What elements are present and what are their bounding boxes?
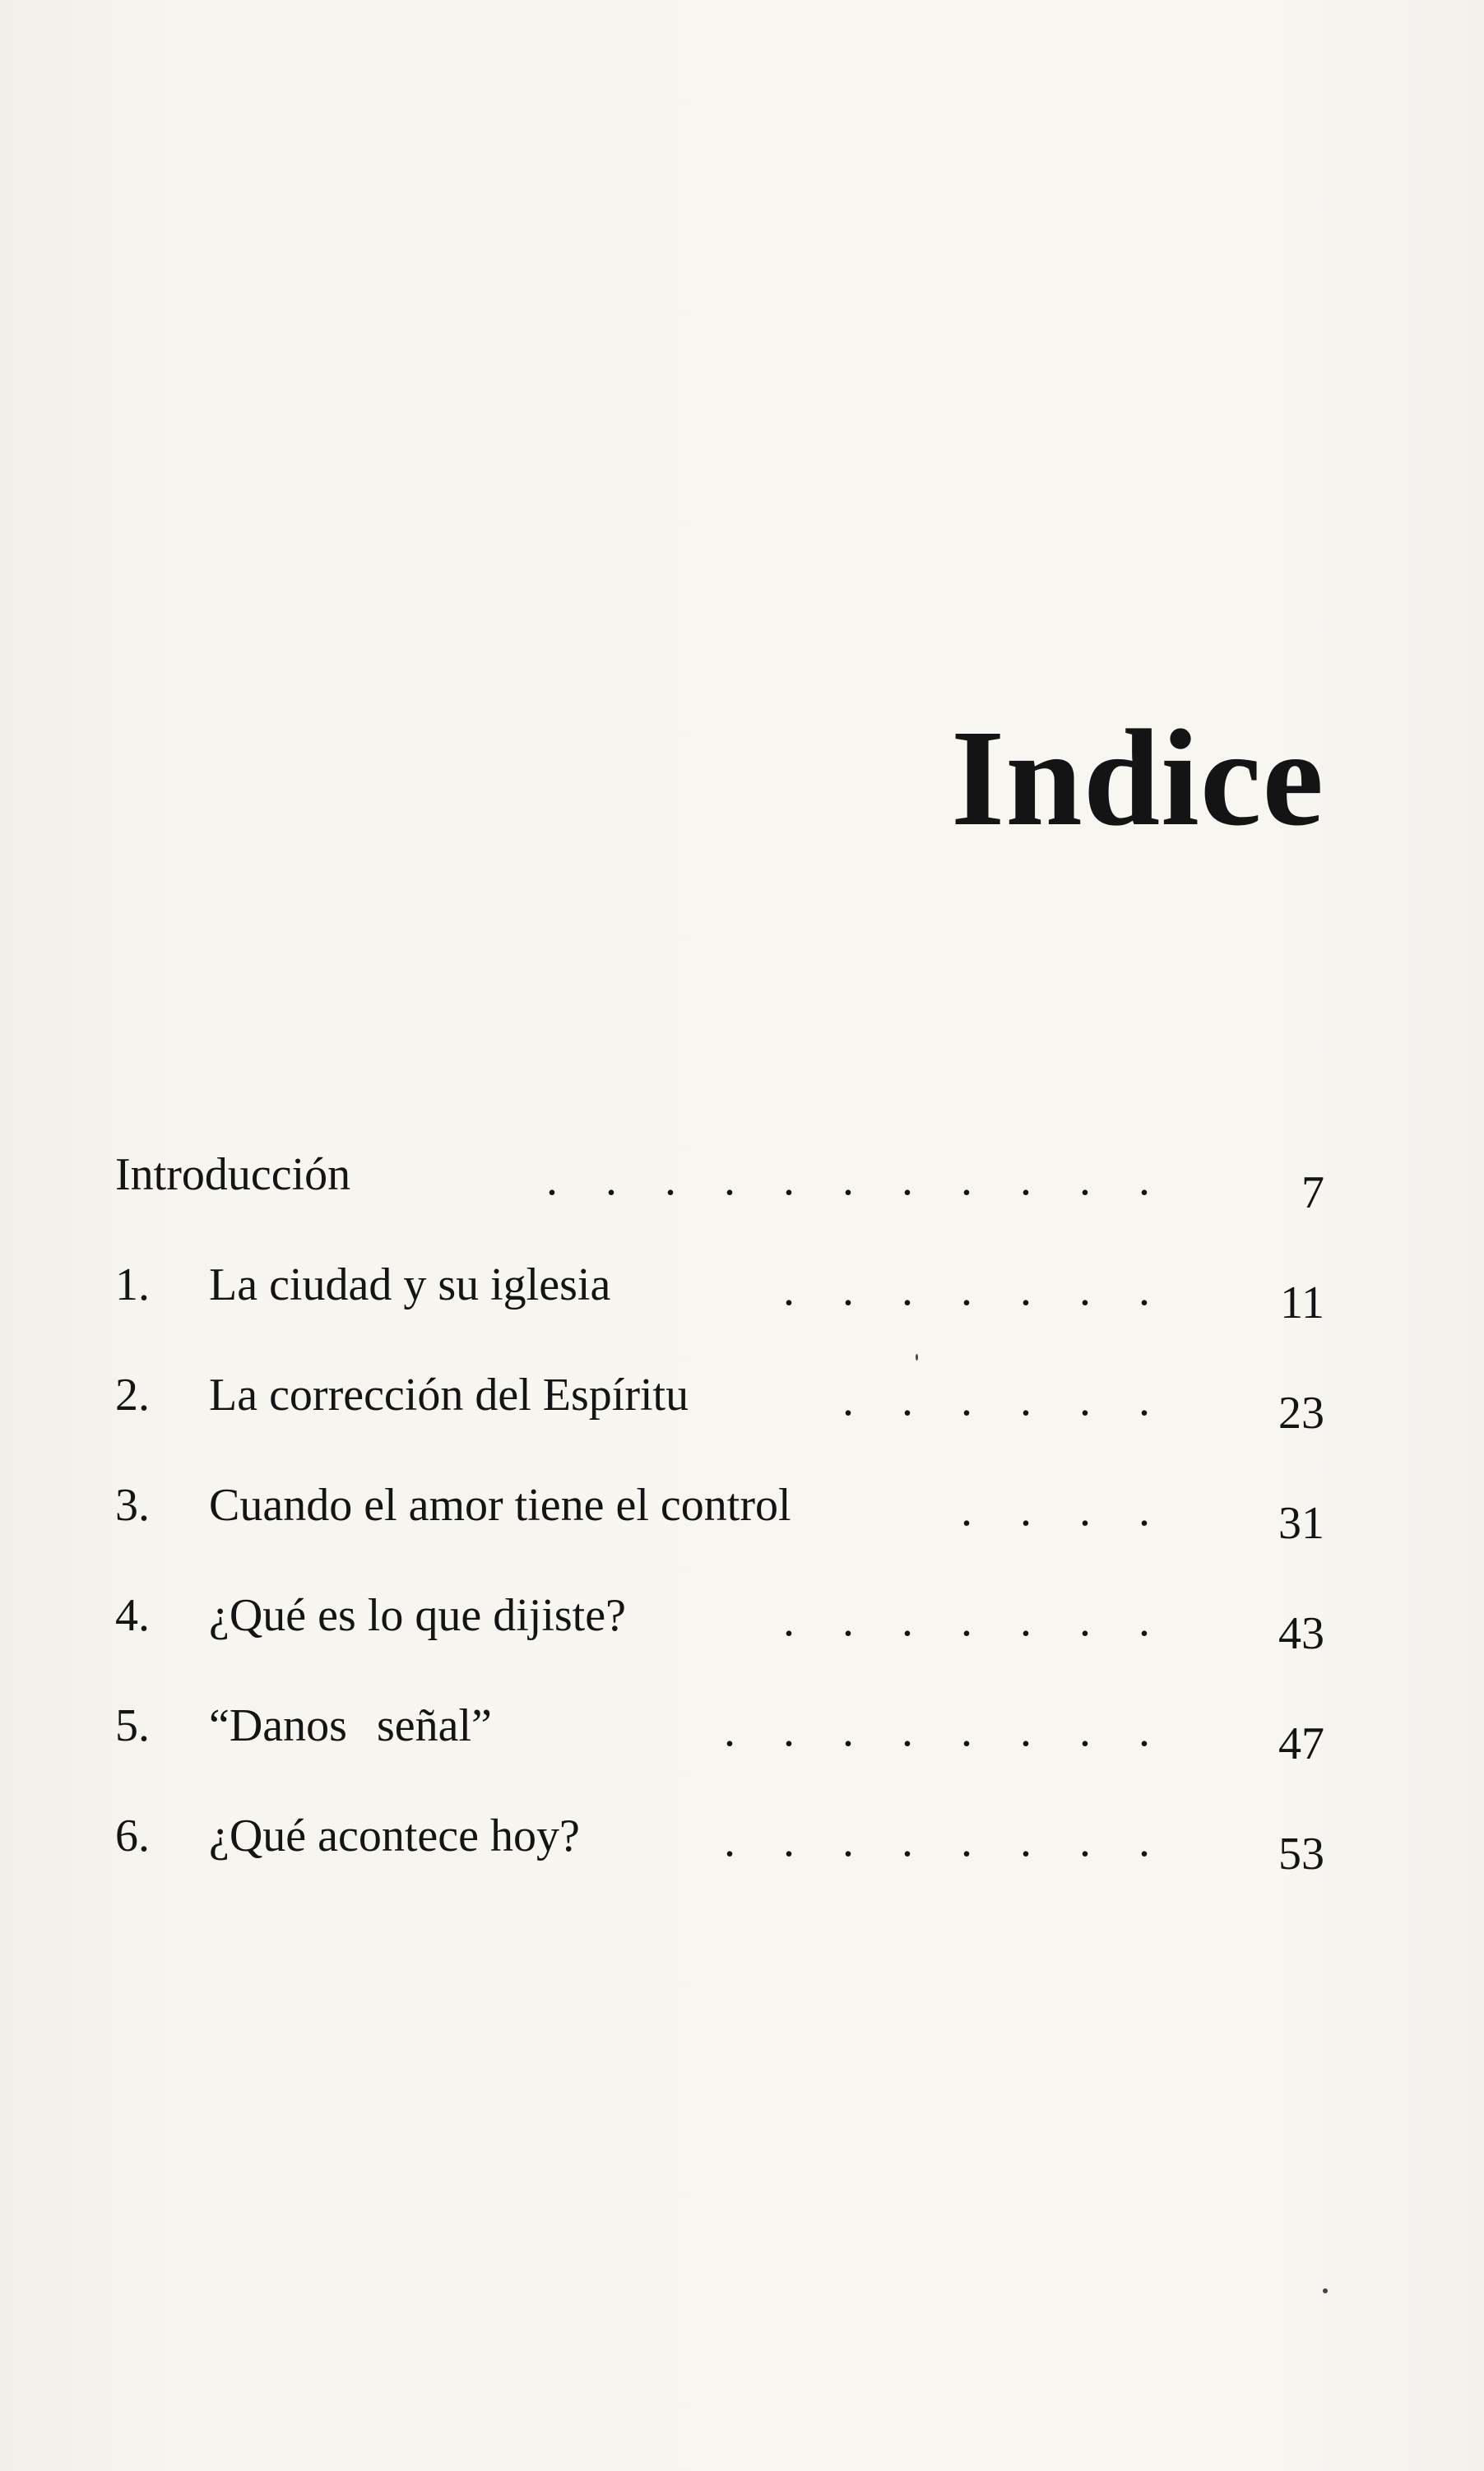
dot-leader: . . . . . . . . [724, 1705, 1168, 1756]
entry-title: ¿Qué acontece hoy? [209, 1810, 580, 1861]
toc-entry-2 [115, 1372, 1324, 1482]
dot-leader: . . . . . . . . . . . [546, 1154, 1168, 1205]
toc-entry-1 [115, 1259, 1324, 1372]
entry-number: 3. [115, 1480, 150, 1531]
entry-page-number: 31 [1278, 1498, 1324, 1549]
print-speck [916, 1354, 918, 1361]
toc-entry-3 [115, 1482, 1324, 1592]
entry-page-number: 7 [1301, 1167, 1324, 1218]
toc-entry-5 [115, 1700, 1324, 1813]
entry-page-number: 23 [1278, 1388, 1324, 1439]
toc-entry-4 [115, 1592, 1324, 1703]
table-of-contents [115, 1149, 1324, 1923]
entry-number: 6. [115, 1810, 150, 1861]
entry-page-number: 43 [1278, 1608, 1324, 1659]
toc-entry-6 [115, 1810, 1324, 1923]
dot-leader: . . . . . . . [783, 1264, 1168, 1315]
entry-title: La ciudad y su iglesia [209, 1259, 611, 1310]
page-title: Indice [950, 702, 1324, 855]
toc-entry-introduction [115, 1149, 1324, 1262]
entry-number: 4. [115, 1590, 150, 1641]
entry-number: 5. [115, 1700, 150, 1751]
print-speck [1323, 2288, 1328, 2293]
dot-leader: . . . . . . . . [724, 1815, 1168, 1866]
entry-page-number: 47 [1278, 1718, 1324, 1769]
entry-title: La corrección del Espíritu [209, 1370, 689, 1421]
entry-title: ¿Qué es lo que dijiste? [209, 1590, 626, 1641]
entry-number: 2. [115, 1370, 150, 1421]
entry-page-number: 53 [1278, 1829, 1324, 1880]
entry-title: “Danos señal” [209, 1700, 492, 1751]
entry-title: Cuando el amor tiene el control [209, 1480, 791, 1531]
dot-leader: . . . . . . [842, 1375, 1168, 1426]
dot-leader: . . . . . . . [783, 1595, 1168, 1646]
entry-number: 1. [115, 1259, 150, 1310]
entry-title: Introducción [115, 1149, 351, 1200]
entry-page-number: 11 [1280, 1277, 1324, 1328]
dot-leader: . . . . [961, 1485, 1168, 1536]
